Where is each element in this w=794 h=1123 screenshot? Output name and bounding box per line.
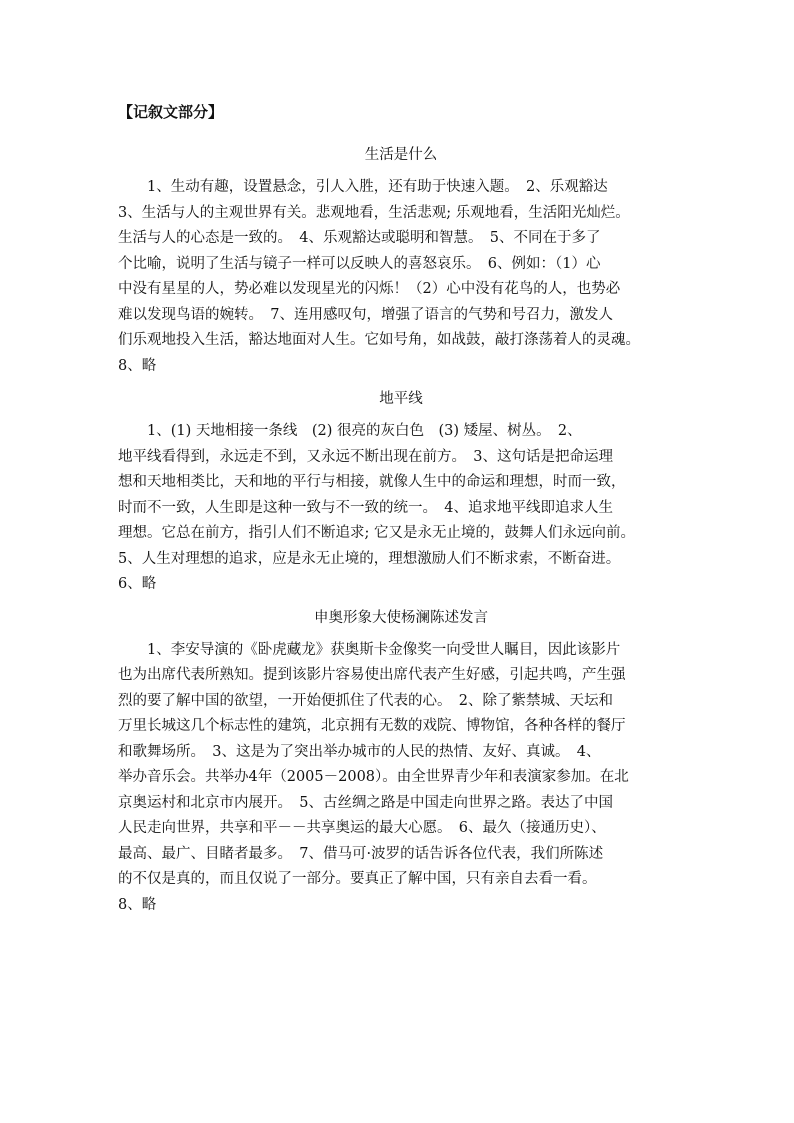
paragraph-line: 个比喻，说明了生活与镜子一样可以反映人的喜怒哀乐。 6、例如：（1）心: [118, 255, 601, 272]
article-title: 申奥形象大使杨澜陈述发言: [314, 609, 488, 626]
paragraph-line: 中没有星星的人，势必难以发现星光的闪烁！（2）心中没有花鸟的人，也势必: [118, 281, 621, 297]
paragraph-line: 8、略: [118, 896, 157, 913]
document-page: [118, 92, 684, 918]
paragraph-line: 最高、最广、目睹者最多。 7、借马可·波罗的话告诉各位代表，我们所陈述: [118, 845, 604, 862]
paragraph-line: 6、略: [118, 576, 157, 592]
article-title: 地平线: [379, 391, 423, 407]
paragraph-line: 生活与人的心态是一致的。 4、乐观豁达或聪明和智慧。 5、不同在于多了: [118, 230, 601, 246]
paragraph-line: 和歌舞场所。 3、这是为了突出举办城市的人民的热情、友好、真诚。 4、: [118, 743, 601, 760]
paragraph-line: 们乐观地投入生活，豁达地面对人生。它如号角，如战鼓，敲打涤荡着人的灵魂。: [118, 332, 640, 348]
paragraph-line: 京奥运村和北京市内展开。 5、古丝绸之路是中国走向世界之路。表达了中国: [118, 794, 613, 811]
section-header: 【记叙文部分】: [118, 103, 224, 121]
article-title: 生活是什么: [364, 147, 438, 163]
answer-paragraph: [118, 638, 684, 919]
paragraph-line: 5、人生对理想的追求，应是永无止境的，理想激励人们不断求索，不断奋进。: [118, 550, 621, 567]
paragraph-line: 1、(1) 天地相接一条线 (2) 很亮的灰白色 (3) 矮屋、树丛。 2、: [147, 423, 582, 439]
paragraph-line: 8、略: [118, 357, 157, 374]
paragraph-line: 烈的要了解中国的欲望，一开始便抓住了代表的心。 2、除了紫禁城、天坛和: [118, 692, 613, 709]
paragraph-line: 理想。它总在前方，指引人们不断追求; 它又是永无止境的，鼓舞人们永远向前。: [118, 525, 635, 541]
paragraph-line: 1、李安导演的《卧虎藏龙》获奥斯卡金像奖一向受世人瞩目，因此该影片: [147, 641, 621, 658]
answer-paragraph: [118, 175, 684, 379]
article-section: [118, 135, 684, 379]
paragraph-line: 地平线看得到，永远走不到，又永远不断出现在前方。 3、这句话是把命运理: [118, 448, 613, 465]
article-section: [118, 379, 684, 598]
article-section: [118, 598, 684, 919]
paragraph-line: 的不仅是真的，而且仅说了一部分。要真正了解中国，只有亲自去看一看。: [118, 871, 597, 887]
paragraph-line: 也为出席代表所熟知。提到该影片容易使出席代表产生好感，引起共鸣，产生强: [118, 667, 626, 683]
paragraph-line: 时而不一致，人生即是这种一致与不一致的统一。 4、追求地平线即追求人生: [118, 499, 613, 516]
paragraph-line: 举办音乐会。共举办4年（2005－2008）。由全世界青少年和表演家参加。在北: [118, 769, 629, 785]
paragraph-line: 难以发现鸟语的婉转。 7、连用感叹句，增强了语言的气势和号召力，激发人: [118, 306, 613, 323]
paragraph-line: 想和天地相类比，天和地的平行与相接，就像人生中的命运和理想，时而一致，: [118, 474, 626, 490]
paragraph-line: 万里长城这几个标志性的建筑，北京拥有无数的戏院、博物馆，各种各样的餐厅: [118, 718, 626, 734]
paragraph-line: 3、生活与人的主观世界有关。悲观地看，生活悲观; 乐观地看，生活阳光灿烂。: [118, 204, 630, 221]
paragraph-line: 人民走向世界，共享和平－－共享奥运的最大心愿。 6、最久（接通历史）、: [118, 820, 606, 836]
paragraph-line: 1、生动有趣，设置悬念，引人入胜，还有助于快速入题。 2、乐观豁达: [147, 179, 608, 195]
answer-paragraph: [118, 419, 684, 598]
